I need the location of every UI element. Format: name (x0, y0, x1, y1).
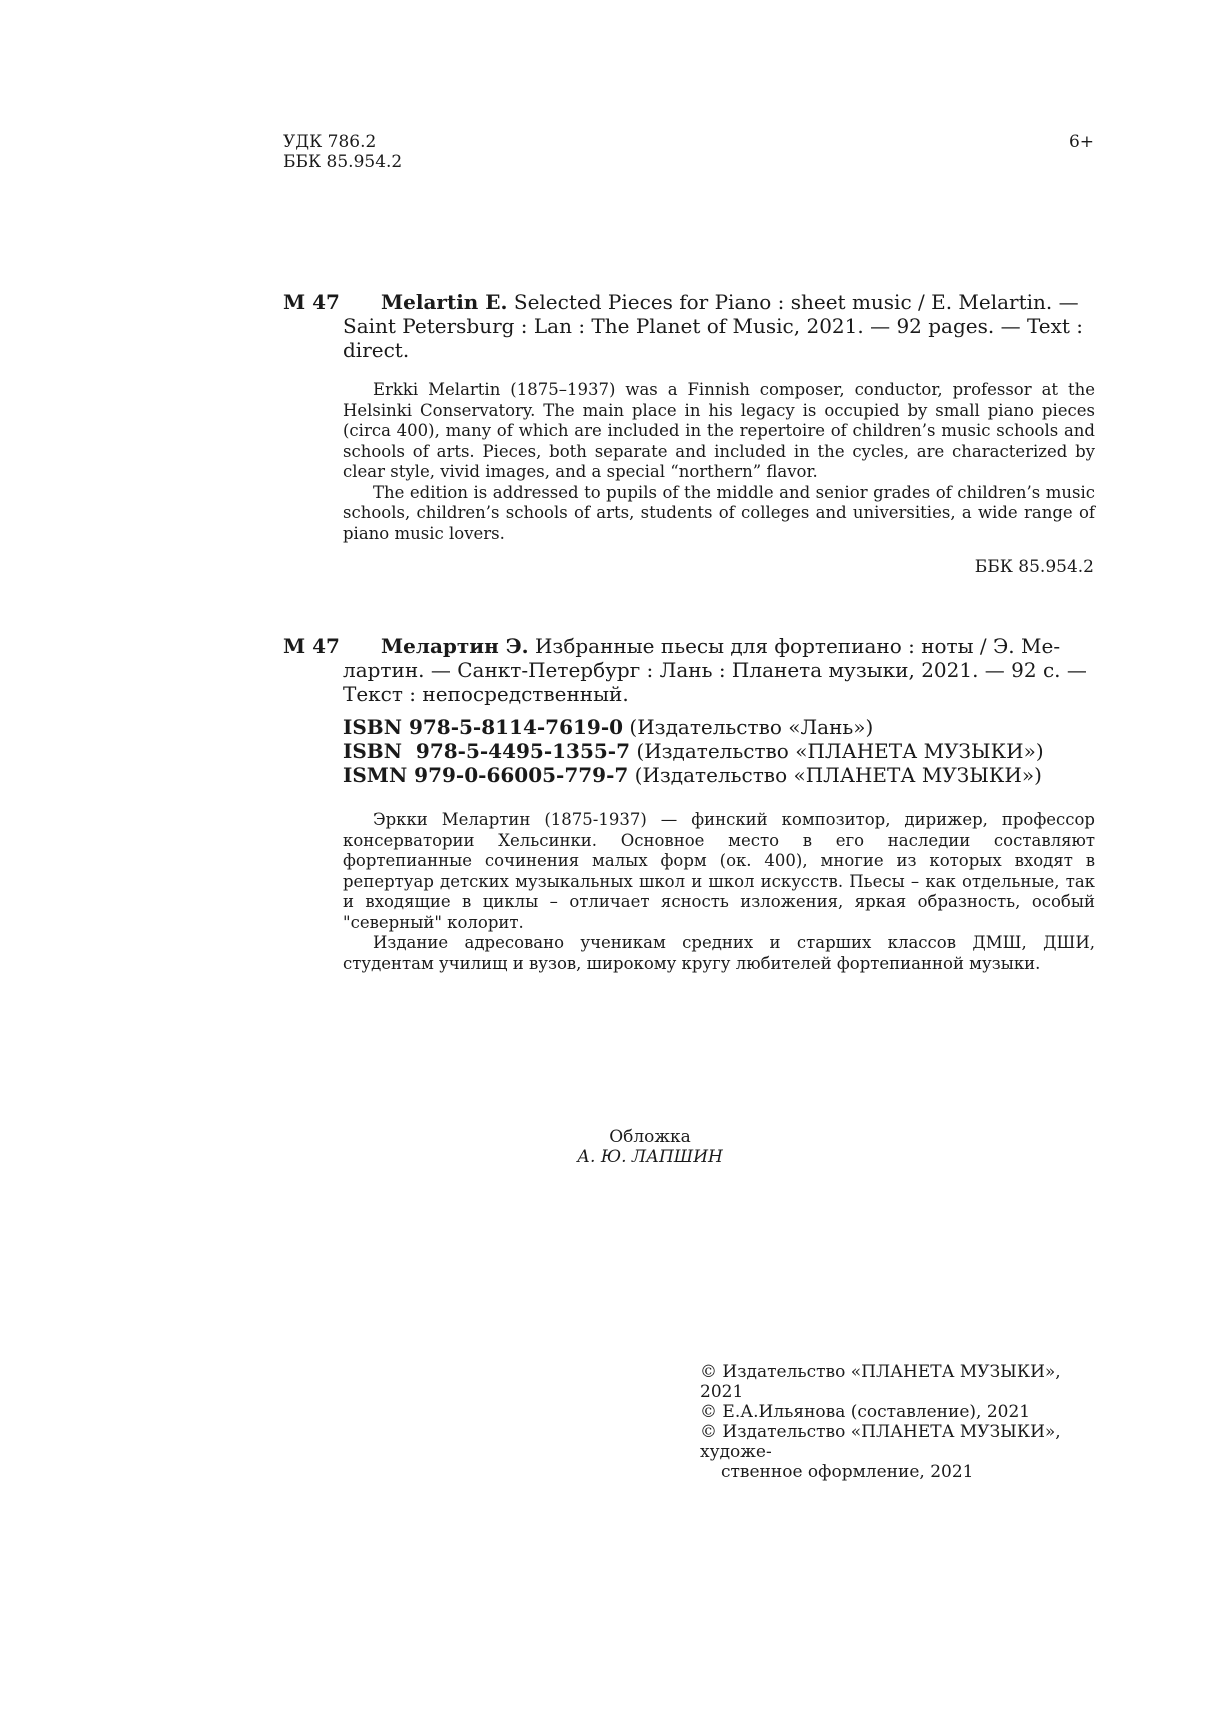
isbn-list (343, 715, 1044, 787)
isbn-line (343, 715, 1044, 739)
russian-abstract-paragraph-1: Эркки Мелартин (1875-1937) — финский композитор, дирижер, профессор консерватории Хельсинки. Основное место в его наследии составляют фортепианные сочинения малых форм (ок. 400), многие из которых входят в репертуар детских музыкальных школ и школ искусств. Пьесы – как отдельные, так и входящие в циклы – отличает ясность изложения, яркая образность, особый "северный" колорит. (343, 810, 1095, 932)
english-author: Melartin E. (381, 290, 508, 314)
russian-title: Избранные пьесы для фортепиано : ноты / Э. Ме- (534, 634, 1061, 658)
russian-heading-line-3: Текст : непосредственный. (343, 682, 629, 706)
cover-label: Обложка (609, 1127, 691, 1147)
english-heading-line-3: direct. (343, 338, 410, 362)
russian-heading-line-2: лартин. — Санкт-Петербург : Лань : Планета музыки, 2021. — 92 с. — (343, 658, 1087, 682)
cover-designer: А. Ю. ЛАПШИН (577, 1147, 723, 1167)
copyright-line: © Издательство «ПЛАНЕТА МУЗЫКИ», 2021 (700, 1362, 1061, 1402)
english-abstract-paragraph-1: Erkki Melartin (1875–1937) was a Finnish composer, conductor, professor at the Helsinki Conservatory. The main place in his legacy is occupied by small piano pieces (circa 400), many of which are included in the repertoire of children’s music schools and schools of arts. Pieces, both separate and included in the cycles, are characterized by clear style, vivid images, and a special “northern” flavor. (343, 380, 1095, 481)
ismn-number: ISMN 979-0-66005-779-7 (343, 763, 629, 787)
isbn-line (343, 739, 1044, 763)
bbk-code: ББК 85.954.2 (283, 152, 403, 172)
english-title: Selected Pieces for Piano : sheet music / E. Melartin. — (513, 290, 1079, 314)
english-entry-heading (343, 290, 1095, 362)
copyright-notices (700, 1362, 1100, 1482)
english-abstract-paragraph-2: The edition is addressed to pupils of the middle and senior grades of children’s music schools, children’s schools of arts, students of colleges and universities, a wide range of piano music lovers. (343, 482, 1095, 543)
russian-author: Мелартин Э. (381, 634, 529, 658)
ismn-line (343, 763, 1044, 787)
ismn-publisher: (Издательство «ПЛАНЕТА МУЗЫКИ») (634, 763, 1042, 787)
russian-entry-code: М 47 (283, 634, 340, 658)
russian-abstract (343, 810, 1095, 974)
russian-heading-line-1 (343, 634, 1095, 658)
udk-code: УДК 786.2 (283, 132, 377, 152)
russian-entry-heading (343, 634, 1095, 706)
cover-credit (500, 1127, 800, 1167)
classification-codes (283, 132, 402, 172)
english-heading-line-2: Saint Petersburg : Lan : The Planet of Music, 2021. — 92 pages. — Text : (343, 314, 1083, 338)
isbn-publisher: (Издательство «Лань») (629, 715, 874, 739)
isbn-number: ISBN 978-5-8114-7619-0 (343, 715, 624, 739)
english-abstract (343, 380, 1095, 544)
copyright-line: © Издательство «ПЛАНЕТА МУЗЫКИ», художе- (700, 1422, 1061, 1462)
english-entry-bbk: ББК 85.954.2 (974, 557, 1094, 577)
isbn-publisher: (Издательство «ПЛАНЕТА МУЗЫКИ») (636, 739, 1044, 763)
copyright-line: © Е.А.Ильянова (составление), 2021 (700, 1402, 1031, 1422)
isbn-number: ISBN 978-5-4495-1355-7 (343, 739, 631, 763)
english-heading-line-1 (343, 290, 1095, 314)
copyright-line-continued: ственное оформление, 2021 (721, 1462, 974, 1482)
russian-abstract-paragraph-2: Издание адресовано ученикам средних и старших классов ДМШ, ДШИ, студентам училищ и вузов, широкому кругу любителей фортепианной музыки. (343, 933, 1095, 973)
english-entry-code: M 47 (283, 290, 340, 314)
age-rating: 6+ (1068, 132, 1094, 152)
